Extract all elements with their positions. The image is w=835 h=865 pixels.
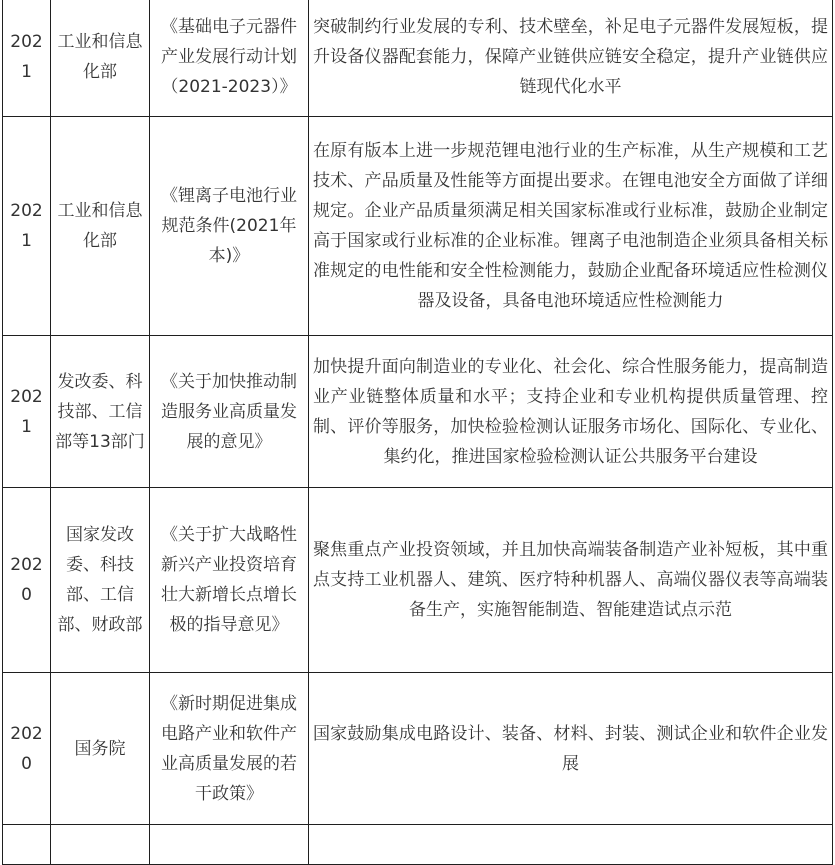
- policy-content-cell: [309, 673, 833, 825]
- department-text: 国务院: [74, 738, 126, 759]
- department-cell: [51, 0, 150, 117]
- policy-name-cell: [150, 673, 309, 825]
- department-text: 工业和信息化部: [57, 201, 143, 251]
- policy-name-text: 《关于扩大战略性新兴产业投资培育壮大新增长点增长极的指导意见》: [161, 525, 297, 635]
- table-row: [3, 117, 833, 336]
- department-cell: [51, 117, 150, 336]
- policy-content-text: 加快提升面向制造业的专业化、社会化、综合性服务能力，提高制造业产业链整体质量和水平；支持企业和专业机构提供质量管理、控制、评价等服务，加快检验检测认证服务市场化、国际化、专业化、集约化，推进国家检验检测认证公共服务平台建设: [313, 356, 828, 467]
- year-cell: [3, 117, 51, 336]
- year-cell: [3, 673, 51, 825]
- policy-content-text: 聚焦重点产业投资领域，并且加快高端装备制造产业补短板，其中重点支持工业机器人、建筑、医疗特种机器人、高端仪器仪表等高端装备生产，实施智能制造、智能建造试点示范: [313, 540, 828, 620]
- policy-table: [2, 0, 833, 865]
- year-text: 2021: [10, 201, 43, 251]
- policy-content-cell: [309, 488, 833, 673]
- policy-name-text: 《新时期促进集成电路产业和软件产业高质量发展的若干政策》: [161, 693, 297, 804]
- policy-name-cell: [150, 117, 309, 336]
- department-text: 工业和信息化部: [57, 31, 143, 82]
- policy-content-text: 国家鼓励集成电路设计、装备、材料、封装、测试企业和软件企业发展: [313, 723, 828, 774]
- year-cell: [3, 336, 51, 488]
- policy-name-cell: [150, 488, 309, 673]
- department-text: 发改委、科技部、工信部等13部门: [55, 371, 145, 452]
- department-cell: [51, 336, 150, 488]
- year-text: 2020: [10, 555, 43, 605]
- department-text: 国家发改委、科技部、工信部、财政部: [57, 525, 143, 635]
- year-text: 2020: [10, 723, 43, 774]
- policy-name-cell: [150, 0, 309, 117]
- policy-name-text: 《关于加快推动制造服务业高质量发展的意见》: [161, 371, 297, 452]
- policy-name-cell: [150, 336, 309, 488]
- policy-content-cell: [309, 336, 833, 488]
- year-cell: [3, 488, 51, 673]
- department-cell: [51, 673, 150, 825]
- policy-content-cell: [309, 117, 833, 336]
- policy-content-text: 在原有版本上进一步规范锂电池行业的生产标准，从生产规模和工艺技术、产品质量及性能等方面提出要求。在锂电池安全方面做了详细规定。企业产品质量须满足相关国家标准或行业标准，鼓励企业制定高于国家或行业标准的企业标准。锂离子电池制造企业须具备相关标准规定的电性能和安全性检测能力，鼓励企业配备环境适应性检测仪器及设备，具备电池环境适应性检测能力: [313, 141, 828, 311]
- department-cell: [51, 488, 150, 673]
- policy-content-cell: [309, 0, 833, 117]
- policy-name-text: 《锂离子电池行业规范条件(2021年本)》: [161, 186, 297, 266]
- table-row: [3, 673, 833, 825]
- table-row: [3, 336, 833, 488]
- policy-name-text: 《基础电子元器件产业发展行动计划（2021-2023）》: [161, 16, 297, 97]
- table-row: [3, 488, 833, 673]
- year-cell: [3, 0, 51, 117]
- year-text: 2021: [10, 31, 43, 82]
- policy-content-text: 突破制约行业发展的专利、技术壁垒，补足电子元器件发展短板，提升设备仪器配套能力，保障产业链供应链安全稳定，提升产业链供应链现代化水平: [313, 16, 828, 97]
- table-row: [3, 0, 833, 117]
- year-text: 2021: [10, 386, 43, 437]
